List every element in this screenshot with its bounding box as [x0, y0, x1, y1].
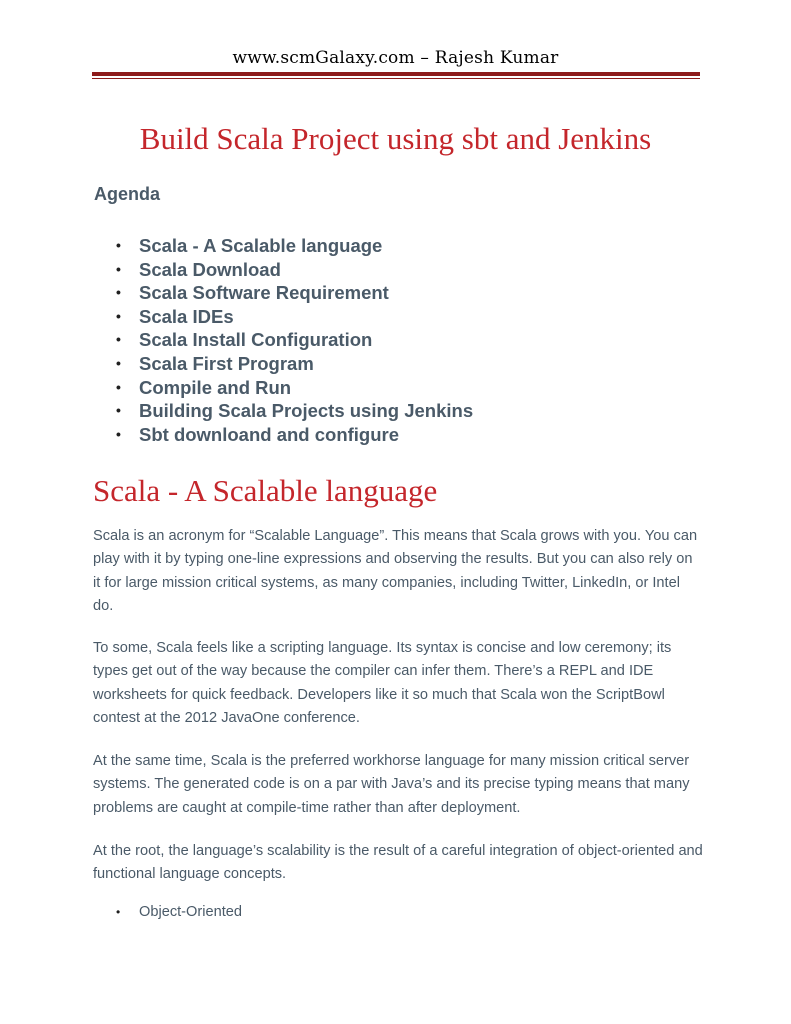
header-rule-thin: [92, 78, 700, 79]
agenda-item-label: Building Scala Projects using Jenkins: [139, 400, 474, 422]
agenda-item-label: Scala Install Configuration: [139, 329, 373, 351]
bullet-icon: •: [116, 260, 121, 277]
bullet-icon: •: [116, 284, 121, 301]
bullet-icon: •: [116, 905, 121, 919]
agenda-heading: Agenda: [94, 184, 161, 204]
agenda-item-label: Scala - A Scalable language: [139, 235, 383, 256]
agenda-item-label: Compile and Run: [139, 376, 292, 398]
agenda-item: [0, 234, 473, 258]
agenda-list: [0, 234, 473, 446]
document-title: Build Scala Project using sbt and Jenkins: [139, 121, 652, 156]
body-paragraph: At the root, the language’s scalability is the result of a careful integration of object-oriented and functional language concepts.: [93, 843, 703, 883]
bullet-icon: •: [116, 378, 121, 395]
agenda-item-label: Scala Download: [139, 258, 281, 280]
agenda-item: [0, 352, 473, 376]
section-heading: Scala - A Scalable language: [93, 473, 438, 508]
agenda-item: [0, 258, 473, 282]
agenda-item-label: Scala IDEs: [139, 305, 234, 327]
agenda-item: [0, 328, 473, 352]
agenda-item: [0, 399, 473, 423]
bullet-icon: •: [116, 237, 121, 253]
header-rule-thick: [92, 72, 700, 76]
bullet-icon: •: [116, 331, 121, 348]
body-paragraph: Scala is an acronym for “Scalable Language”. This means that Scala grows with you. You can play with it by typing one-line expressions and observing the results. But you can also rely on it for large mission critical systems, as many companies, including Twitter, LinkedIn, or Intel do.: [93, 528, 698, 614]
agenda-item-label: Sbt downloand and configure: [139, 423, 400, 445]
body-paragraph: To some, Scala feels like a scripting language. Its syntax is concise and low ceremony; its types get out of the way because the compiler can infer them. There’s a REPL and IDE worksheets for quick feedback. Developers like it so much that Scala won the ScriptBowl contest at the 2012 JavaOne conference.: [93, 640, 672, 726]
agenda-item-label: Scala Software Requirement: [139, 282, 389, 304]
bullet-icon: •: [116, 354, 121, 371]
agenda-item: [0, 423, 473, 447]
concept-item: [0, 901, 242, 924]
agenda-item: [0, 305, 473, 329]
bullet-icon: •: [116, 307, 121, 324]
concept-list: [0, 901, 242, 924]
agenda-item: [0, 376, 473, 400]
concept-item-label: Object-Oriented: [139, 904, 243, 920]
agenda-item: [0, 281, 473, 305]
agenda-item-label: Scala First Program: [139, 352, 314, 374]
running-header: www.scmGalaxy.com – Rajesh Kumar: [232, 48, 559, 68]
bullet-icon: •: [116, 425, 121, 442]
bullet-icon: •: [116, 402, 121, 419]
body-paragraph: At the same time, Scala is the preferred workhorse language for many mission critical server systems. The generated code is on a par with Java’s and its precise typing means that many problems are caught at compile-time rather than after deployment.: [93, 753, 690, 816]
